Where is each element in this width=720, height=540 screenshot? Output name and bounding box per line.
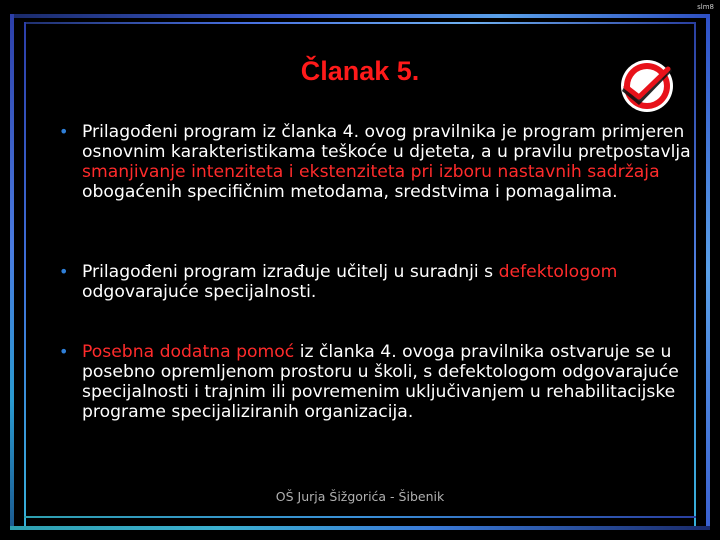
bullet-text: Prilagođeni program izrađuje učitelj u suradnji s — [82, 262, 499, 282]
border-line-bottom-inner — [24, 516, 696, 518]
border-line-top-inner — [24, 22, 694, 24]
bullet-text: iz članka 4. ovoga pravilnika ostvaruje se u posebno opremljenom prostoru u školi, s defektologom odgovarajuće specijalnosti i trajnim ili povremenim uključivanjem u rehabilitacijske programe specijaliziranih organizacija. — [82, 342, 679, 422]
bullet-dot-icon: • — [59, 342, 69, 361]
highlight-text: smanjivanje intenziteta i ekstenziteta pri izboru nastavnih sadržaja — [82, 162, 660, 182]
border-line-left-outer — [10, 14, 14, 530]
bullet-item — [56, 122, 696, 262]
bullet-list — [56, 122, 696, 462]
highlight-text: Posebna dodatna pomoć — [82, 342, 295, 362]
border-line-top-outer — [10, 14, 710, 18]
red-check-circle-icon — [618, 57, 676, 115]
bullet-item — [56, 262, 696, 342]
slide-number-label: slm8 — [697, 3, 714, 11]
bullet-dot-icon: • — [59, 122, 69, 141]
footer-school-name: OŠ Jurja Šižgorića - Šibenik — [275, 489, 445, 504]
bullet-text: obogaćenih specifičnim metodama, sredstvima i pomagalima. — [82, 182, 618, 202]
bullet-text: Prilagođeni program iz članka 4. ovog pravilnika je program primjeren osnovnim karakteristikama teškoće u djeteta, a u pravilu pretpostavlja — [82, 122, 691, 162]
highlight-text: defektologom — [498, 262, 618, 282]
border-line-right-outer — [706, 14, 710, 530]
bullet-text: odgovarajuće specijalnosti. — [82, 282, 317, 302]
bullet-item — [56, 342, 696, 462]
border-line-bottom-outer — [10, 526, 710, 530]
slide-title: Članak 5. — [300, 56, 420, 86]
bullet-dot-icon: • — [59, 262, 69, 281]
border-line-left-inner — [24, 22, 26, 527]
